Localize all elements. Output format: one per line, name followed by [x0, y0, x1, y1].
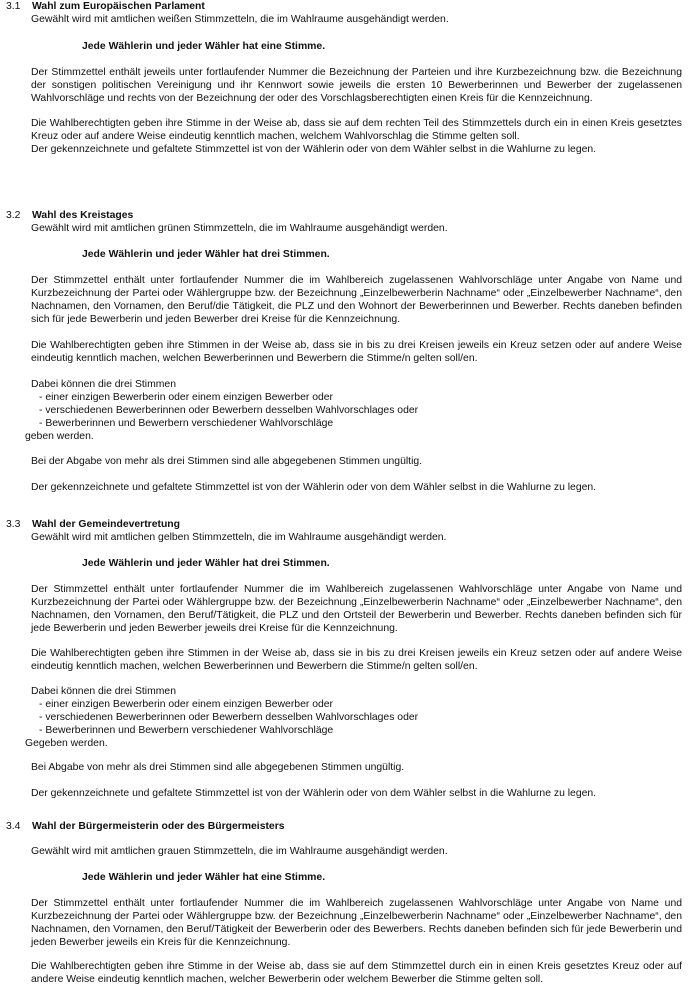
paragraph: Der Stimmzettel enthält jeweils unter fortlaufender Nummer die Bezeichnung der Parteien und ihre Kurzbezeichnung bzw. die Bezeichnung der sonstigen politischen Vereinigung und ihr Kennwort sowie jeweils die ersten 10 Bewerberinnen und Bewerber der zugelassenen Wahlvorschläge und rechts von der Bezeichnung der oder des Vorschlagsberechtigten einen Kreis für die Kennzeichnung.: [31, 67, 682, 104]
section-3-2: [0, 209, 700, 494]
ballot-text: Gewählt wird mit amtlichen grauen Stimmzetteln, die im Wahlraume ausgehändigt werden.: [31, 846, 448, 857]
votes-text: Jede Wählerin und jeder Wähler hat drei Stimmen.: [82, 558, 330, 569]
ballot-text: Gewählt wird mit amtlichen weißen Stimmzetteln, die im Wahlraume ausgehändigt werden.: [31, 14, 449, 25]
vote-options-list: [0, 698, 700, 737]
list-item: - verschiedenen Bewerberinnen oder Bewerbern desselben Wahlvorschlages oder: [39, 405, 419, 416]
section-title: Wahl des Kreistages: [32, 210, 134, 221]
paragraph: Der gekennzeichnete und gefaltete Stimmzettel ist von der Wählerin oder von dem Wähler selbst in die Wahlurne zu legen.: [31, 482, 597, 493]
votes-text: Jede Wählerin und jeder Wähler hat drei Stimmen.: [82, 249, 330, 260]
section-heading: [0, 518, 700, 531]
list-item: - einer einzigen Bewerberin oder einem einzigen Bewerber oder: [39, 699, 333, 710]
section-3-4: [0, 820, 700, 986]
list-item: - verschiedenen Bewerberinnen oder Bewerbern desselben Wahlvorschlages oder: [39, 712, 419, 723]
votes-text: Jede Wählerin und jeder Wähler hat eine Stimme.: [82, 872, 326, 883]
section-title: Wahl der Bürgermeisterin oder des Bürgermeisters: [32, 821, 285, 832]
section-title: Wahl zum Europäischen Parlament: [32, 1, 205, 12]
paragraph: Der gekennzeichnete und gefaltete Stimmzettel ist von der Wählerin oder von dem Wähler selbst in die Wahlurne zu legen.: [31, 788, 597, 799]
vote-options-list: [0, 391, 700, 430]
paragraph: Der Stimmzettel enthält unter fortlaufender Nummer die im Wahlbereich zugelassenen Wahlvorschläge unter Angabe von Name und Kurzbezeichnung der Partei oder Wählergruppe bzw. der Bezeichnung „Einzelbewerberin Nachname“ oder „Einzelbewerber Nachname“, den Nachnamen, den Vornamen, den Beruf/Tätigkeit der Bewerberin oder des Bewerbers. Rechts daneben befinden sich für jede Bewerberin und jeden Bewerber jeweils ein Kreis für die Kennzeichnung.: [31, 898, 682, 948]
list-intro: Dabei können die drei Stimmen: [31, 686, 176, 697]
list-item: - Bewerberinnen und Bewerbern verschiedener Wahlvorschläge: [39, 418, 334, 429]
ballot-text: Gewählt wird mit amtlichen grünen Stimmzetteln, die im Wahlraume ausgehändigt werden.: [31, 223, 448, 234]
paragraph: Die Wahlberechtigten geben ihre Stimme in der Weise ab, dass sie auf dem rechten Teil des Stimmzettels durch ein in einen Kreis gesetztes Kreuz oder auf andere Weise eindeutig kenntlich machen, welchem Wahlvorschlag die Stimme gelten soll.: [31, 118, 682, 142]
section-heading: [0, 0, 700, 13]
list-end: geben werden.: [25, 431, 94, 442]
paragraph: Die Wahlberechtigten geben ihre Stimmen in der Weise ab, dass sie in bis zu drei Kreisen jeweils ein Kreuz setzen oder auf andere Weise eindeutig kenntlich machen, welchen Bewerberinnen und Bewerbern die Stimme/n gelten soll/en.: [31, 340, 682, 364]
paragraph: Der gekennzeichnete und gefaltete Stimmzettel ist von der Wählerin oder von dem Wähler selbst in die Wahlurne zu legen.: [31, 144, 597, 155]
section-number: 3.3: [6, 519, 21, 530]
section-3-3: [0, 518, 700, 800]
list-intro: Dabei können die drei Stimmen: [31, 379, 176, 390]
paragraph: Der Stimmzettel enthält unter fortlaufender Nummer die im Wahlbereich zugelassenen Wahlvorschläge unter Angabe von Name und Kurzbezeichnung der Partei oder Wählergruppe bzw. der Bezeichnung „Einzelbewerberin Nachname“ oder „Einzelbewerber Nachname“, den Nachnamen, den Vornamen, den Beruf/Tätigkeit, die PLZ und den Ortsteil der Bewerberin und Bewerber. Rechts daneben befinden sich für jede Bewerberin und jeden Bewerber jeweils drei Kreise für die Kennzeichnung.: [31, 584, 682, 634]
paragraph: Der Stimmzettel enthält unter fortlaufender Nummer die im Wahlbereich zugelassenen Wahlvorschläge unter Angabe von Name und Kurzbezeichnung der Partei oder Wählergruppe bzw. der Bezeichnung „Einzelbewerberin Nachname“ oder „Einzelbewerber Nachname“, den Nachnamen, den Vornamen, den Beruf/die Tätigkeit, die PLZ und den Wohnort der Bewerberinnen und Bewerber. Rechts daneben befinden sich für jede Bewerberin und jeden Bewerber drei Kreise für die Kennzeichnung.: [31, 275, 682, 325]
list-item: - Bewerberinnen und Bewerbern verschiedener Wahlvorschläge: [39, 725, 334, 736]
section-number: 3.1: [6, 1, 21, 12]
section-number: 3.4: [6, 821, 21, 832]
section-heading: [0, 820, 700, 833]
votes-text: Jede Wählerin und jeder Wähler hat eine Stimme.: [82, 41, 326, 52]
paragraph: Bei Abgabe von mehr als drei Stimmen sind alle abgegebenen Stimmen ungültig.: [31, 762, 405, 773]
list-item: - einer einzigen Bewerberin oder einem einzigen Bewerber oder: [39, 392, 333, 403]
section-3-1: [0, 0, 700, 156]
section-title: Wahl der Gemeindevertretung: [32, 519, 181, 530]
list-end: Gegeben werden.: [25, 738, 108, 749]
paragraph: Die Wahlberechtigten geben ihre Stimmen in der Weise ab, dass sie in bis zu drei Kreisen jeweils ein Kreuz setzen oder auf andere Weise eindeutig kenntlich machen, welchen Bewerberinnen und Bewerbern die Stimme/n gelten soll/en.: [31, 648, 682, 672]
section-heading: [0, 209, 700, 222]
ballot-text: Gewählt wird mit amtlichen gelben Stimmzetteln, die im Wahlraume ausgehändigt werden.: [31, 532, 447, 543]
section-number: 3.2: [6, 210, 21, 221]
paragraph: Die Wahlberechtigten geben ihre Stimme in der Weise ab, dass sie auf dem Stimmzettel durch ein in einen Kreis gesetztes Kreuz oder auf andere Weise eindeutig kenntlich machen, welcher Bewerberin oder welchem Bewerber die Stimme gelten soll.: [31, 961, 682, 985]
paragraph: Bei der Abgabe von mehr als drei Stimmen sind alle abgegebenen Stimmen ungültig.: [31, 456, 423, 467]
